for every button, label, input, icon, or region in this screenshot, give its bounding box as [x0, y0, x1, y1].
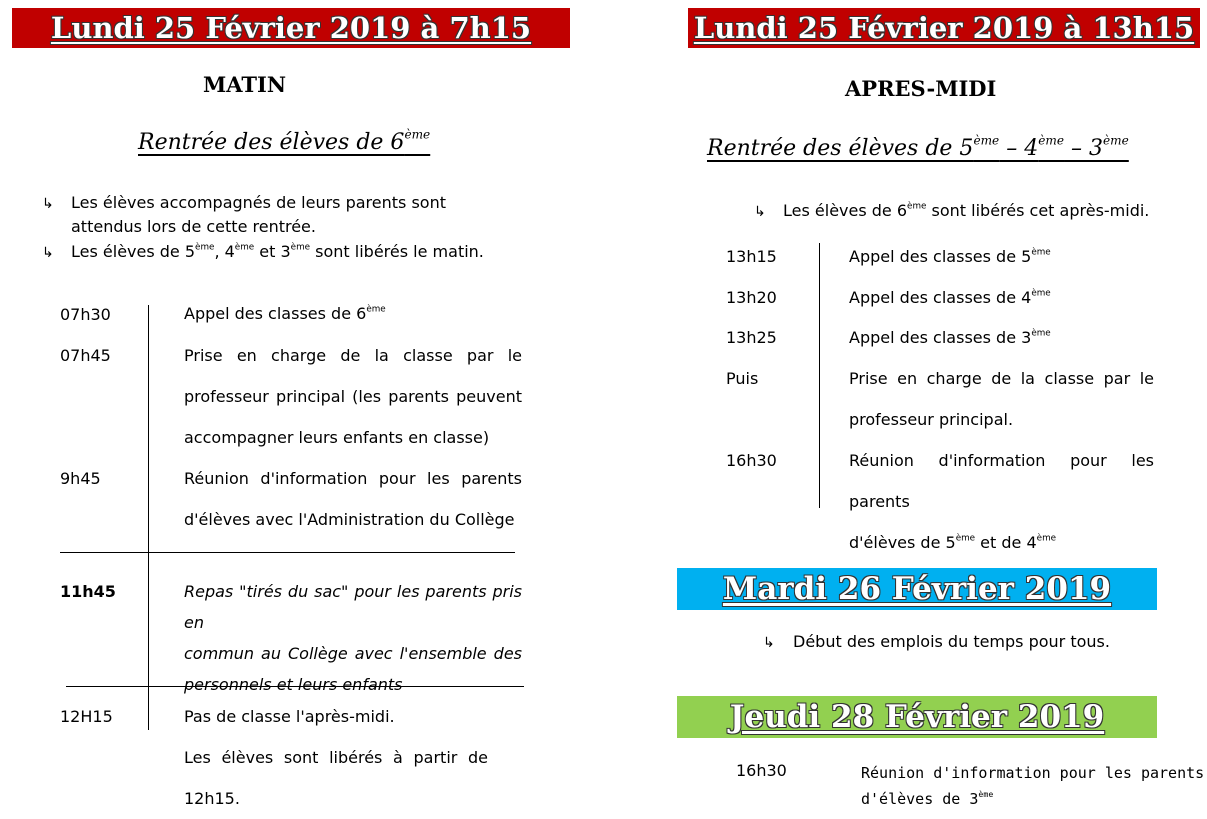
- desc-appel-4eme: [849, 277, 1051, 318]
- desc-line2a: d'élèves de 5: [849, 533, 956, 552]
- sup: ème: [195, 242, 215, 253]
- desc-line: professeur principal.: [849, 410, 1014, 429]
- bullet-debut-emplois: Début des emplois du temps pour tous.: [793, 632, 1110, 651]
- schedule-divider-vertical: [148, 305, 149, 730]
- banner-jeudi-text: Jeudi 28 Février 2019: [729, 699, 1105, 735]
- time-16h30: 16h30: [726, 451, 777, 470]
- sup: ème: [366, 304, 386, 315]
- time-12h15: 12H15: [60, 707, 113, 726]
- bullet-liberes-a: Les élèves de 5: [71, 242, 196, 261]
- sup: ème: [955, 533, 976, 544]
- desc-line: Réunion d'information pour les parents: [849, 451, 1154, 511]
- section-title-apres-midi: APRES-MIDI: [845, 76, 997, 101]
- banner-lundi-matin-text: Lundi 25 Février 2019 à 7h15: [50, 11, 532, 45]
- bullet-parents-line2: attendus lors de cette rentrée.: [71, 217, 316, 236]
- desc-line: professeur principal (les parents peuvent: [184, 387, 522, 406]
- desc-appel-5eme: [849, 236, 1051, 277]
- desc-prise-en-charge: [184, 335, 522, 458]
- banner-lundi-matin: [12, 8, 570, 48]
- sup: ème: [290, 242, 311, 253]
- time-13h15: 13h15: [726, 247, 777, 266]
- subtitle-mid1: – 4: [999, 136, 1039, 161]
- desc-line: d'élèves avec l'Administration du Collège: [184, 510, 515, 529]
- desc-text: Appel des classes de 6: [184, 304, 367, 323]
- time-puis: Puis: [726, 369, 759, 388]
- desc-pas-de-classe: [184, 696, 488, 819]
- desc-line: 12h15.: [184, 789, 240, 808]
- time-0730: 07h30: [60, 305, 111, 324]
- schedule-divider-horizontal: [60, 552, 515, 553]
- sup: ème: [907, 201, 927, 212]
- arrow-icon: ↳: [763, 635, 775, 651]
- sup: ème: [978, 789, 994, 799]
- bullet-text-b: sont libérés cet après-midi.: [926, 201, 1150, 220]
- bullet-text-a: Les élèves de 6: [783, 201, 908, 220]
- subtitle-text: Rentrée des élèves de 5: [707, 136, 974, 161]
- banner-lundi-apres-midi: [688, 8, 1200, 48]
- sup: ème: [1031, 328, 1051, 339]
- time-13h20: 13h20: [726, 288, 777, 307]
- time-13h25: 13h25: [726, 328, 777, 347]
- subtitle-rentree-5-4-3: [707, 133, 1129, 161]
- desc-line2b: et de 4: [975, 533, 1037, 552]
- subtitle-mid2: – 3: [1064, 136, 1103, 161]
- bullet-6eme-liberes: [783, 199, 1149, 223]
- sup: ème: [1031, 247, 1051, 258]
- desc-reunion-5-4: [849, 440, 1154, 563]
- sup: ème: [1031, 288, 1051, 299]
- schedule-divider-vertical: [819, 243, 820, 508]
- sup: ème: [1103, 133, 1129, 148]
- sup: ème: [1036, 533, 1057, 544]
- desc-line: commun au Collège avec l'ensemble des: [184, 644, 522, 663]
- bullet-parents: [71, 191, 446, 239]
- desc-line: Prise en charge de la classe par le: [184, 346, 522, 365]
- time-0745: 07h45: [60, 346, 111, 365]
- desc-line: Réunion d'information pour les parents: [184, 469, 522, 488]
- desc-repas: [184, 576, 522, 700]
- bullet-liberes-c: et 3: [254, 242, 291, 261]
- time-1145: 11h45: [60, 582, 116, 601]
- bullet-liberes-b: , 4: [214, 242, 235, 261]
- subtitle-rentree-6eme: [138, 127, 431, 155]
- desc-line: accompagner leurs enfants en classe): [184, 428, 490, 447]
- desc-line: Prise en charge de la classe par le: [849, 369, 1154, 388]
- desc-line: Repas "tirés du sac" pour les parents pris en: [184, 582, 522, 632]
- banner-lundi-apres-midi-text: Lundi 25 Février 2019 à 13h15: [693, 11, 1195, 45]
- desc-line: Pas de classe l'après-midi.: [184, 707, 395, 726]
- arrow-icon: ↳: [754, 204, 766, 220]
- arrow-icon: ↳: [42, 196, 54, 212]
- sup: ème: [234, 242, 255, 253]
- desc-text: Appel des classes de 3: [849, 328, 1032, 347]
- desc-text: Appel des classes de 5: [849, 247, 1032, 266]
- sup: ème: [1038, 133, 1065, 148]
- desc-reunion-information: [184, 458, 522, 540]
- desc-reunion-3eme: [861, 760, 1204, 812]
- desc-appel-3eme: [849, 317, 1051, 358]
- desc-appel-6eme: [184, 293, 386, 334]
- desc-line: Réunion d'information pour les parents: [861, 764, 1205, 782]
- bullet-liberes-d: sont libérés le matin.: [310, 242, 484, 261]
- desc-line: personnels et leurs enfants: [184, 675, 403, 694]
- arrow-icon: ↳: [42, 245, 54, 261]
- banner-mardi-text: Mardi 26 Février 2019: [722, 571, 1112, 607]
- bullet-liberes-matin: [71, 240, 484, 264]
- desc-line: Les élèves sont libérés à partir de: [184, 748, 488, 767]
- banner-jeudi: [677, 696, 1157, 738]
- desc-line2: d'élèves de 3: [861, 790, 979, 808]
- time-jeudi-16h30: 16h30: [736, 761, 787, 780]
- desc-prise-en-charge-pm: [849, 358, 1154, 440]
- sup: ème: [973, 133, 1000, 148]
- time-0945: 9h45: [60, 469, 101, 488]
- subtitle-sup: ème: [404, 127, 431, 142]
- desc-text: Appel des classes de 4: [849, 288, 1032, 307]
- bullet-parents-line1: Les élèves accompagnés de leurs parents sont: [71, 193, 446, 212]
- section-title-matin: MATIN: [203, 72, 287, 97]
- subtitle-rentree-6eme-text: Rentrée des élèves de 6: [138, 130, 405, 155]
- banner-mardi: [677, 568, 1157, 610]
